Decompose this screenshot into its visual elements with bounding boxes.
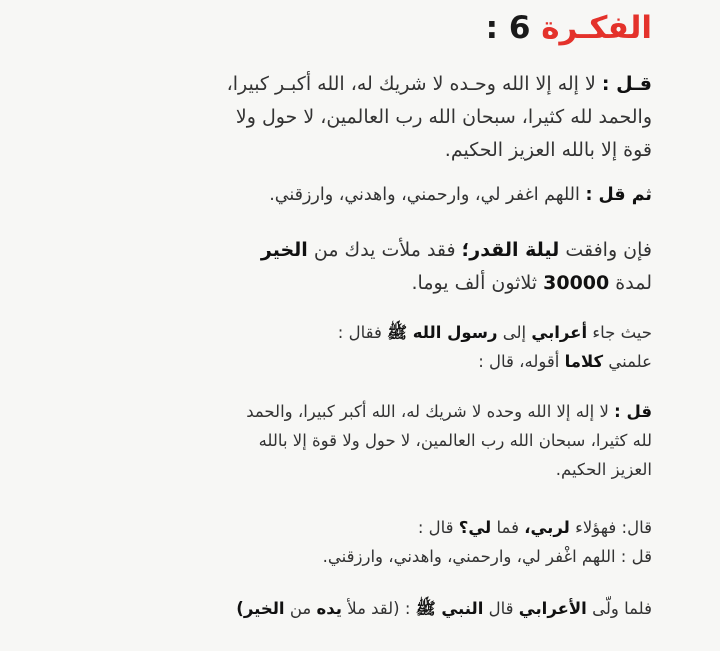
conclusion-line <box>62 594 652 623</box>
bedouin-seg-1: حيث جاء <box>592 323 652 342</box>
bedouin-line-2 <box>62 347 652 376</box>
conclusion-bold-2: النبي ﷺ <box>415 599 484 618</box>
then-say-label: ثم قل : <box>585 185 652 205</box>
bedouin-seg-2: إلى <box>502 323 527 342</box>
dua-text: اللهم اغفر لي، وارحمني، واهدني، وارزقني. <box>269 185 580 205</box>
dhikr2-line-2: لله كثيرا، سبحان الله رب العالمين، لا حول ولا قوة إلا بالله <box>258 431 652 450</box>
laylat-bold-2: الخير <box>260 239 308 261</box>
laylat-seg-3: لمدة <box>615 272 652 294</box>
paragraph-dhikr-line-1 <box>62 68 652 101</box>
forme-seg-1: قال: فهؤلاء <box>575 518 652 537</box>
say-label-2: قل : <box>614 402 652 421</box>
paragraph-bedouin <box>62 318 652 376</box>
laylat-seg-1: فإن وافقت <box>565 239 652 261</box>
title-word: الفكـرة <box>541 10 652 46</box>
bedouin-seg-4: علمني <box>608 352 652 371</box>
bedouin-bold-3: كلاما <box>564 352 604 371</box>
conclusion-seg-3: : (لقد ملأ <box>347 599 411 618</box>
paragraph-dhikr <box>62 68 652 167</box>
forme-line-1 <box>62 513 652 542</box>
bedouin-line-1 <box>62 318 652 347</box>
conclusion-seg-1: فلما ولّى <box>592 599 652 618</box>
laylat-line-2 <box>62 267 652 300</box>
forme-seg-2: فما <box>496 518 519 537</box>
paragraph-dhikr-line-2: والحمد لله كثيرا، سبحان الله رب العالمين، لا حول ولا <box>235 106 652 128</box>
bedouin-seg-5: أقوله، قال : <box>478 352 560 371</box>
laylat-seg-2: فقد ملأت يدك من <box>313 239 456 261</box>
forme-seg-3: قال : <box>417 518 454 537</box>
paragraph-conclusion <box>62 594 652 623</box>
forme-line-2: قل : اللهم اغْفر لي، وارحمني، واهدني، وارزقني. <box>322 547 652 566</box>
section-title <box>486 10 652 46</box>
conclusion-bold-1: الأعرابي <box>518 599 587 618</box>
laylat-bold-1: ليلة القدر؛ <box>461 239 560 261</box>
dhikr2-line-3: العزيز الحكيم. <box>555 460 652 479</box>
paragraph-for-me <box>62 513 652 571</box>
laylat-line-1 <box>62 234 652 267</box>
title-number: 6 : <box>485 10 531 46</box>
paragraph-laylat-alqadr <box>62 234 652 300</box>
paragraph-dua-line <box>62 180 652 210</box>
bedouin-seg-3: فقال : <box>337 323 382 342</box>
dhikr2-line-1 <box>62 397 652 426</box>
forme-bold-1: لربي، <box>524 518 570 537</box>
laylat-bold-3: 30000 <box>543 272 610 294</box>
conclusion-seg-4: من <box>289 599 312 618</box>
dhikr2-text-1: لا إله إلا الله وحده لا شريك له، الله أكبر كبيرا، والحمد <box>246 402 609 421</box>
bedouin-bold-2: رسول الله ﷺ <box>387 323 498 342</box>
conclusion-seg-2: قال <box>488 599 514 618</box>
dhikr-text-1: لا إله إلا الله وحـده لا شريك له، الله أكبـر كبيرا، <box>226 73 596 95</box>
conclusion-bold-3: يده <box>316 599 342 618</box>
paragraph-dua <box>62 180 652 210</box>
forme-bold-2: لي؟ <box>458 518 492 537</box>
say-label: قـل : <box>601 73 652 95</box>
conclusion-bold-4: الخير) <box>236 599 285 618</box>
paragraph-dhikr-2 <box>62 397 652 484</box>
laylat-seg-4: ثلاثون ألف يوما. <box>411 272 538 294</box>
paragraph-dhikr-line-3: قوة إلا بالله العزيز الحكيم. <box>444 139 652 161</box>
bedouin-bold-1: أعرابي <box>531 323 588 342</box>
